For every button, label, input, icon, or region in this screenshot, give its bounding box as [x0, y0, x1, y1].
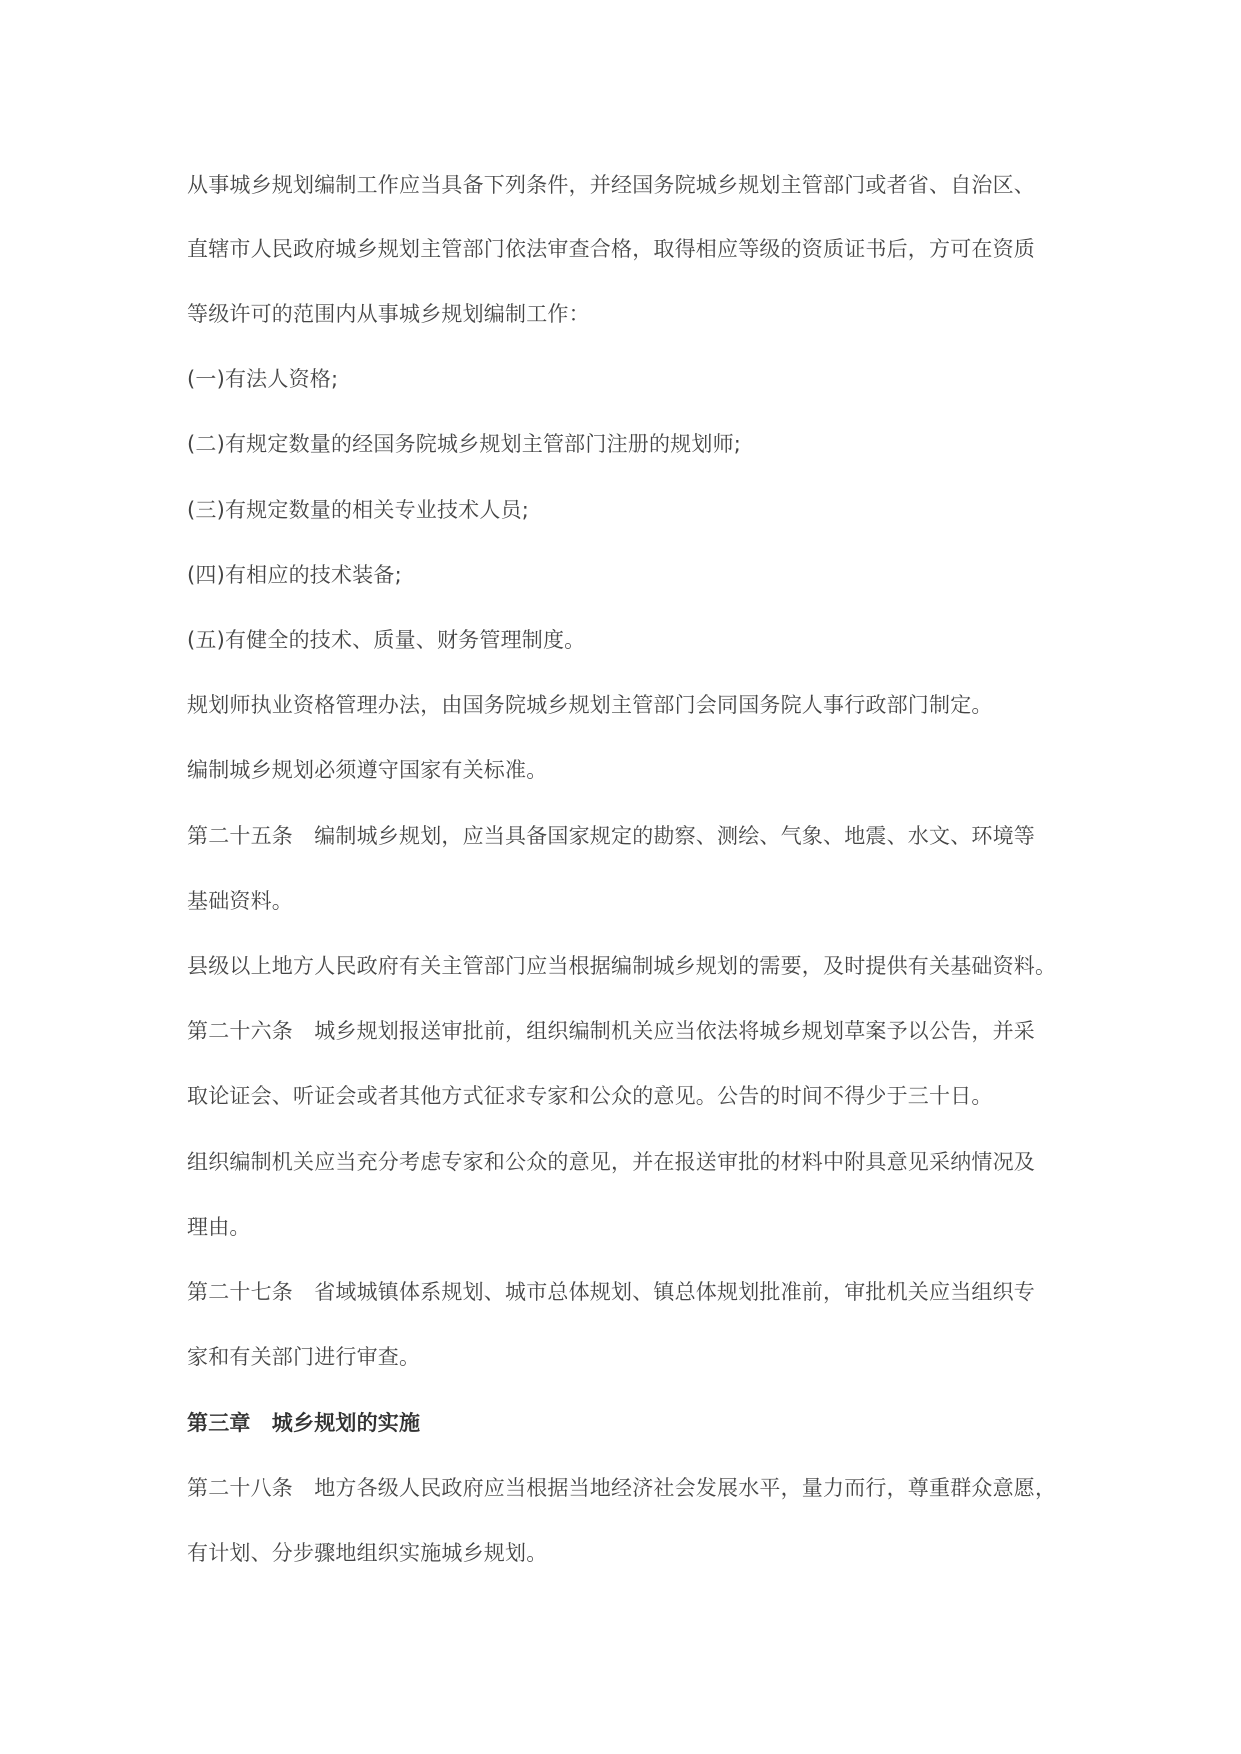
list-item: (一)有法人资格;	[187, 367, 339, 391]
text-line: 编制城乡规划必须遵守国家有关标准。	[187, 758, 548, 782]
article-25: 第二十五条 编制城乡规划，应当具备国家规定的勘察、测绘、气象、地震、水文、环境等	[187, 824, 1035, 848]
chapter-heading: 第三章 城乡规划的实施	[187, 1411, 421, 1435]
text-line: 从事城乡规划编制工作应当具备下列条件，并经国务院城乡规划主管部门或者省、自治区、	[187, 173, 1035, 197]
text-line: 有计划、分步骤地组织实施城乡规划。	[187, 1541, 548, 1565]
list-item: (二)有规定数量的经国务院城乡规划主管部门注册的规划师;	[187, 432, 742, 456]
text-line: 取论证会、听证会或者其他方式征求专家和公众的意见。公告的时间不得少于三十日。	[187, 1084, 993, 1108]
text-line: 组织编制机关应当充分考虑专家和公众的意见，并在报送审批的材料中附具意见采纳情况及	[187, 1150, 1035, 1174]
list-item: (四)有相应的技术装备;	[187, 563, 402, 587]
text-line: 等级许可的范围内从事城乡规划编制工作：	[187, 302, 590, 326]
text-line: 直辖市人民政府城乡规划主管部门依法审查合格，取得相应等级的资质证书后，方可在资质	[187, 237, 1035, 261]
article-27: 第二十七条 省域城镇体系规划、城市总体规划、镇总体规划批准前，审批机关应当组织专	[187, 1280, 1035, 1304]
text-line: 县级以上地方人民政府有关主管部门应当根据编制城乡规划的需要，及时提供有关基础资料。	[187, 954, 1057, 978]
text-line: 基础资料。	[187, 889, 293, 913]
article-28: 第二十八条 地方各级人民政府应当根据当地经济社会发展水平，量力而行，尊重群众意愿，	[187, 1476, 1057, 1500]
list-item: (五)有健全的技术、质量、财务管理制度。	[187, 628, 586, 652]
article-26: 第二十六条 城乡规划报送审批前，组织编制机关应当依法将城乡规划草案予以公告，并采	[187, 1019, 1035, 1043]
text-line: 理由。	[187, 1215, 251, 1239]
text-line: 家和有关部门进行审查。	[187, 1345, 421, 1369]
list-item: (三)有规定数量的相关专业技术人员;	[187, 498, 530, 522]
text-line: 规划师执业资格管理办法，由国务院城乡规划主管部门会同国务院人事行政部门制定。	[187, 693, 993, 717]
